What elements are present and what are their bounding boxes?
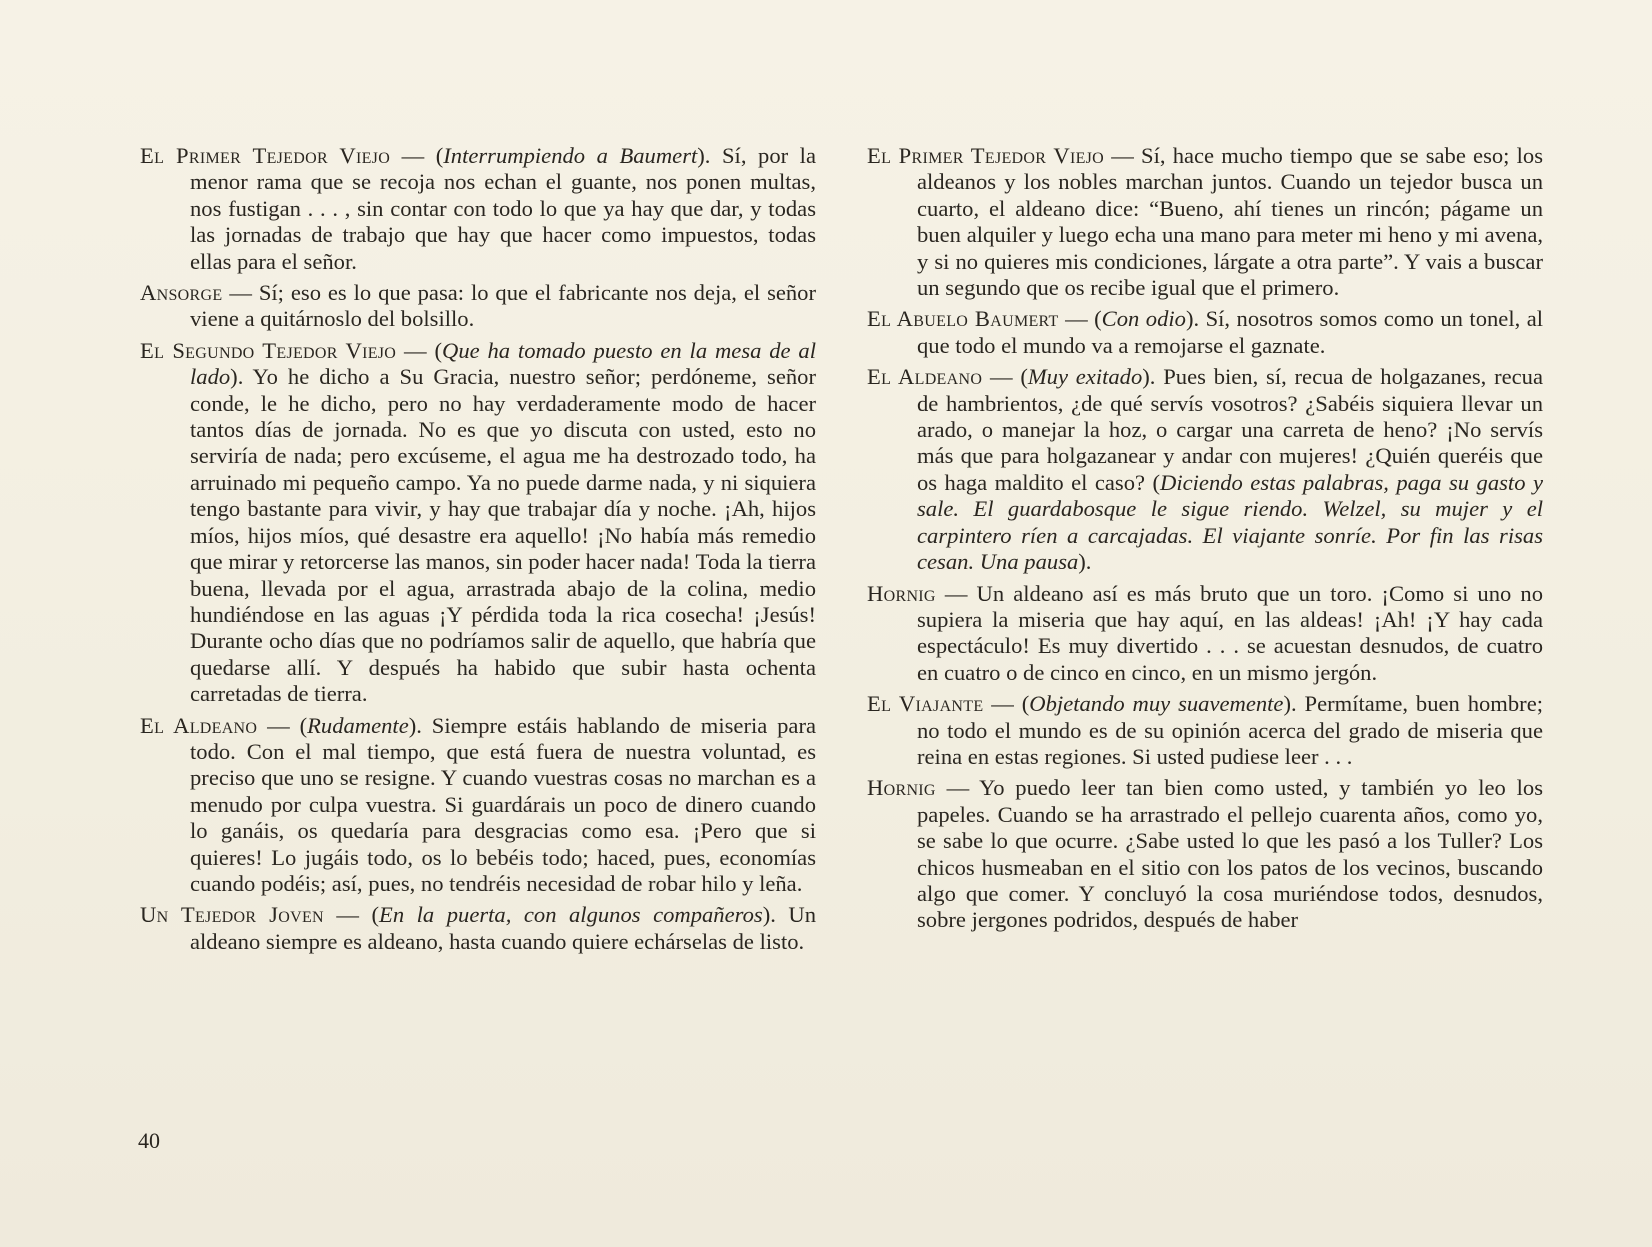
dialogue-entry: El Viajante — (Objetando muy suavemente). Permítame, buen hombre; no todo el mundo es de su opinión acerca del grado de miseria que reina en estas regiones. Si usted pudiese leer . . . [867,691,1544,769]
speaker-name: El Primer Tejedor Viejo [867,143,1105,168]
stage-direction: Interrumpiendo a Baumert [443,143,698,168]
dialogue-entry: El Segundo Tejedor Viejo — (Que ha tomado puesto en la mesa de al lado). Yo he dicho a Su Gracia, nuestro señor; perdóneme, señor conde, le he dicho, pero no hay verdaderamente modo de hacer tantos días de jornada. No es que yo discuta con usted, esto no serviría de nada; pero excúseme, el agua me ha destrozado todo, ha arruinado mi pequeño campo. Ya no puede darme nada, y ni siquiera tengo bastante para vivir, y hay que trabajar día y noche. ¡Ah, hijos míos, hijos míos, qué desastre era aquello! ¡No había más remedio que mirar y retorcerse las manos, sin poder hacer nada! Toda la tierra buena, llevada por el agua, arrastrada abajo de la colina, medio hundiéndose en las aguas ¡Y pérdida toda la rica cosecha! ¡Jesús! Durante ocho días que no podríamos salir de aquello, que habría que quedarse allí. Y después ha habido que subir hasta ochenta carretadas de tierra. [140,337,817,707]
speaker-name: Un Tejedor Joven [140,902,324,928]
dialogue-entry: El Aldeano — (Muy exitado). Pues bien, sí, recua de holgazanes, recua de hambrientos, ¿de qué servís vosotros? ¿Sabéis siquiera llevar un arado, o manejar la hoz, o cargar una carreta de heno? ¡No servís más que para holgazanear y andar con mujeres! ¿Quién queréis que os haga maldito el caso? (Diciendo estas palabras, paga su gasto y sale. El guardabosque le sigue riendo. Welzel, su mujer y el carpintero ríen a carcajadas. El viajante sonríe. Por fin las risas cesan. Una pausa). [867,364,1543,575]
stage-direction: Muy exitado [1027,364,1143,390]
dialogue-entry: Hornig — Yo puedo leer tan bien como usted, y también yo leo los papeles. Cuando se ha arrastrado el pellejo cuarenta años, como yo, se sabe lo que ocurre. ¿Sabe usted lo que les pasó a los Tuller? Los chicos husmeaban en el sitio con los patos de los vecinos, buscando algo que comer. Y concluyó la cosa muriéndose todos, desnudos, sobre jergones podridos, después de haber [867,775,1544,933]
dialogue-text: Pues bien, sí, recua de holgazanes, recua de hambrientos, ¿de qué servís vosotros? ¿Sabéis siquiera llevar un arado, o manejar la hoz, o cargar una carreta de heno? ¡No servís más que para holgazanear y andar con mujeres! ¿Quién queréis que os haga maldito el caso? [917,364,1543,495]
dialogue-entry: El Abuelo Baumert — (Con odio). Sí, nosotros somos como un tonel, al que todo el mundo va a remojarse el gaznate. [867,306,1544,358]
stage-direction: En la puerta, con algunos compañeros [379,902,763,928]
stage-direction: Objetando muy suavemente [1029,691,1284,717]
dialogue-text: Sí; eso es lo que pasa: lo que el fabricante nos deja, el señor viene a quitárnoslo del bolsillo. [190,280,817,332]
dialogue-entry: Ansorge — Sí; eso es lo que pasa: lo que el fabricante nos deja, el señor viene a quitárnoslo del bolsillo. [140,280,817,332]
speaker-name: El Segundo Tejedor Viejo [140,337,397,363]
dialogue-entry: Un Tejedor Joven — (En la puerta, con algunos compañeros). Un aldeano siempre es aldeano, hasta cuando quiere echárselas de listo. [140,902,816,954]
left-column [140,143,816,960]
dialogue-entry: El Primer Tejedor Viejo — Sí, hace mucho tiempo que se sabe eso; los aldeanos y los nobles marchan juntos. Cuando un tejedor busca un cuarto, el aldeano dice: “Bueno, ahí tienes un rincón; págame un buen alquiler y luego echa una mano para meter mi heno y mi avena, y si no quieres mis condiciones, lárgate a otra parte”. Y vais a buscar un segundo que os recibe igual que el primero. [867,143,1544,301]
dialogue-text: Un aldeano siempre es aldeano, hasta cuando quiere echárselas de listo. [190,902,816,954]
dialogue-text: Permítame, buen hombre; no todo el mundo es de su opinión acerca del grado de miseria que reina en estas regiones. Si usted pudiese leer . . . [917,691,1544,769]
speaker-name: El Viajante [867,691,984,717]
dialogue-text: Siempre estáis hablando de miseria para todo. Con el mal tiempo, que está fuera de nuestra voluntad, es preciso que uno se resigne. Y cuando vuestras cosas no marchan es a menudo por culpa vuestra. Si guardárais un poco de dinero cuando lo ganáis, os quedaría para desgracias como esa. ¡Pero que si quieres! Lo jugáis todo, os lo bebéis todo; haced, pues, economías cuando podéis; así, pues, no tendréis necesidad de robar hilo y leña. [190,712,817,896]
stage-direction: Rudamente [307,712,409,738]
dialogue-text: Sí, nosotros somos como un tonel, al que todo el mundo va a remojarse el gaznate. [917,306,1544,358]
dialogue-text: Un aldeano así es más bruto que un toro. ¡Como si uno no supiera la miseria que hay aquí, en las aldeas! ¡Ah! ¡Y hay cada espectáculo! Es muy divertido . . . se acuestan desnudos, de cuatro en cuatro o de cinco en cinco, en un mismo jergón. [917,580,1543,685]
stage-direction: Con odio [1101,306,1186,332]
dialogue-text: Sí, por la menor rama que se recoja nos echan el guante, nos ponen multas, nos fustigan . . . , sin contar con todo lo que ya hay que dar, y todas las jornadas de trabajo que hay que hacer como impuestos, todas ellas para el señor. [190,143,816,274]
speaker-name: El Aldeano [867,364,983,390]
dialogue-text: Sí, hace mucho tiempo que se sabe eso; los aldeanos y los nobles marchan juntos. Cuando un tejedor busca un cuarto, el aldeano dice: “Bueno, ahí tienes un rincón; págame un buen alquiler y luego echa una mano para meter mi heno y mi avena, y si no quieres mis condiciones, lárgate a otra parte”. Y vais a buscar un segundo que os recibe igual que el primero. [917,143,1544,301]
speaker-name: El Aldeano [140,712,258,738]
speaker-name: El Abuelo Baumert [867,306,1059,332]
speaker-name: El Primer Tejedor Viejo [140,143,391,168]
page-number: 40 [138,1128,160,1153]
dialogue-entry: El Primer Tejedor Viejo — (Interrumpiendo a Baumert). Sí, por la menor rama que se recoja nos echan el guante, nos ponen multas, nos fustigan . . . , sin contar con todo lo que ya hay que dar, y todas las jornadas de trabajo que hay que hacer como impuestos, todas ellas para el señor. [140,143,816,274]
speaker-name: Hornig [867,775,936,801]
stage-direction: Diciendo estas palabras, paga su gasto y sale. El guardabosque le sigue riendo. Welzel, su mujer y el carpintero ríen a carcajadas. El viajante sonríe. Por fin las risas cesan. Una pausa [917,469,1543,575]
stage-direction: Que ha tomado puesto en la mesa de al lado [190,337,817,390]
dialogue-text: Yo puedo leer tan bien como usted, y también yo leo los papeles. Cuando se ha arrastrado el pellejo cuarenta años, como yo, se sabe lo que ocurre. ¿Sabe usted lo que les pasó a los Tuller? Los chicos husmeaban en el sitio con los patos de los vecinos, buscando algo que comer. Y concluyó la cosa muriéndose todos, desnudos, sobre jergones podridos, después de haber [917,775,1544,933]
right-column [867,143,1543,939]
dialogue-text: Yo he dicho a Su Gracia, nuestro señor; perdóneme, señor conde, le he dicho, pero no hay verdaderamente modo de hacer tantos días de jornada. No es que yo discuta con usted, esto no serviría de nada; pero excúseme, el agua me ha destrozado todo, ha arruinado mi pequeño campo. Ya no puede darme nada, y ni siquiera tengo bastante para vivir, y hay que trabajar día y noche. ¡Ah, hijos míos, hijos míos, qué desastre era aquello! ¡No había más remedio que mirar y retorcerse las manos, sin poder hacer nada! Toda la tierra buena, llevada por el agua, arrastrada abajo de la colina, medio hundiéndose en las aguas ¡Y pérdida toda la rica cosecha! ¡Jesús! Durante ocho días que no podríamos salir de aquello, que habría que quedarse allí. Y después ha habido que subir hasta ochenta carretadas de tierra. [190,364,816,707]
speaker-name: Ansorge [140,280,223,306]
dialogue-entry: El Aldeano — (Rudamente). Siempre estáis hablando de miseria para todo. Con el mal tiempo, que está fuera de nuestra voluntad, es preciso que uno se resigne. Y cuando vuestras cosas no marchan es a menudo por culpa vuestra. Si guardárais un poco de dinero cuando lo ganáis, os quedaría para desgracias como esa. ¡Pero que si quieres! Lo jugáis todo, os lo bebéis todo; haced, pues, economías cuando podéis; así, pues, no tendréis necesidad de robar hilo y leña. [140,712,817,896]
speaker-name: Hornig [867,580,936,606]
dialogue-entry: Hornig — Un aldeano así es más bruto que un toro. ¡Como si uno no supiera la miseria que hay aquí, en las aldeas! ¡Ah! ¡Y hay cada espectáculo! Es muy divertido . . . se acuestan desnudos, de cuatro en cuatro o de cinco en cinco, en un mismo jergón. [867,580,1543,685]
